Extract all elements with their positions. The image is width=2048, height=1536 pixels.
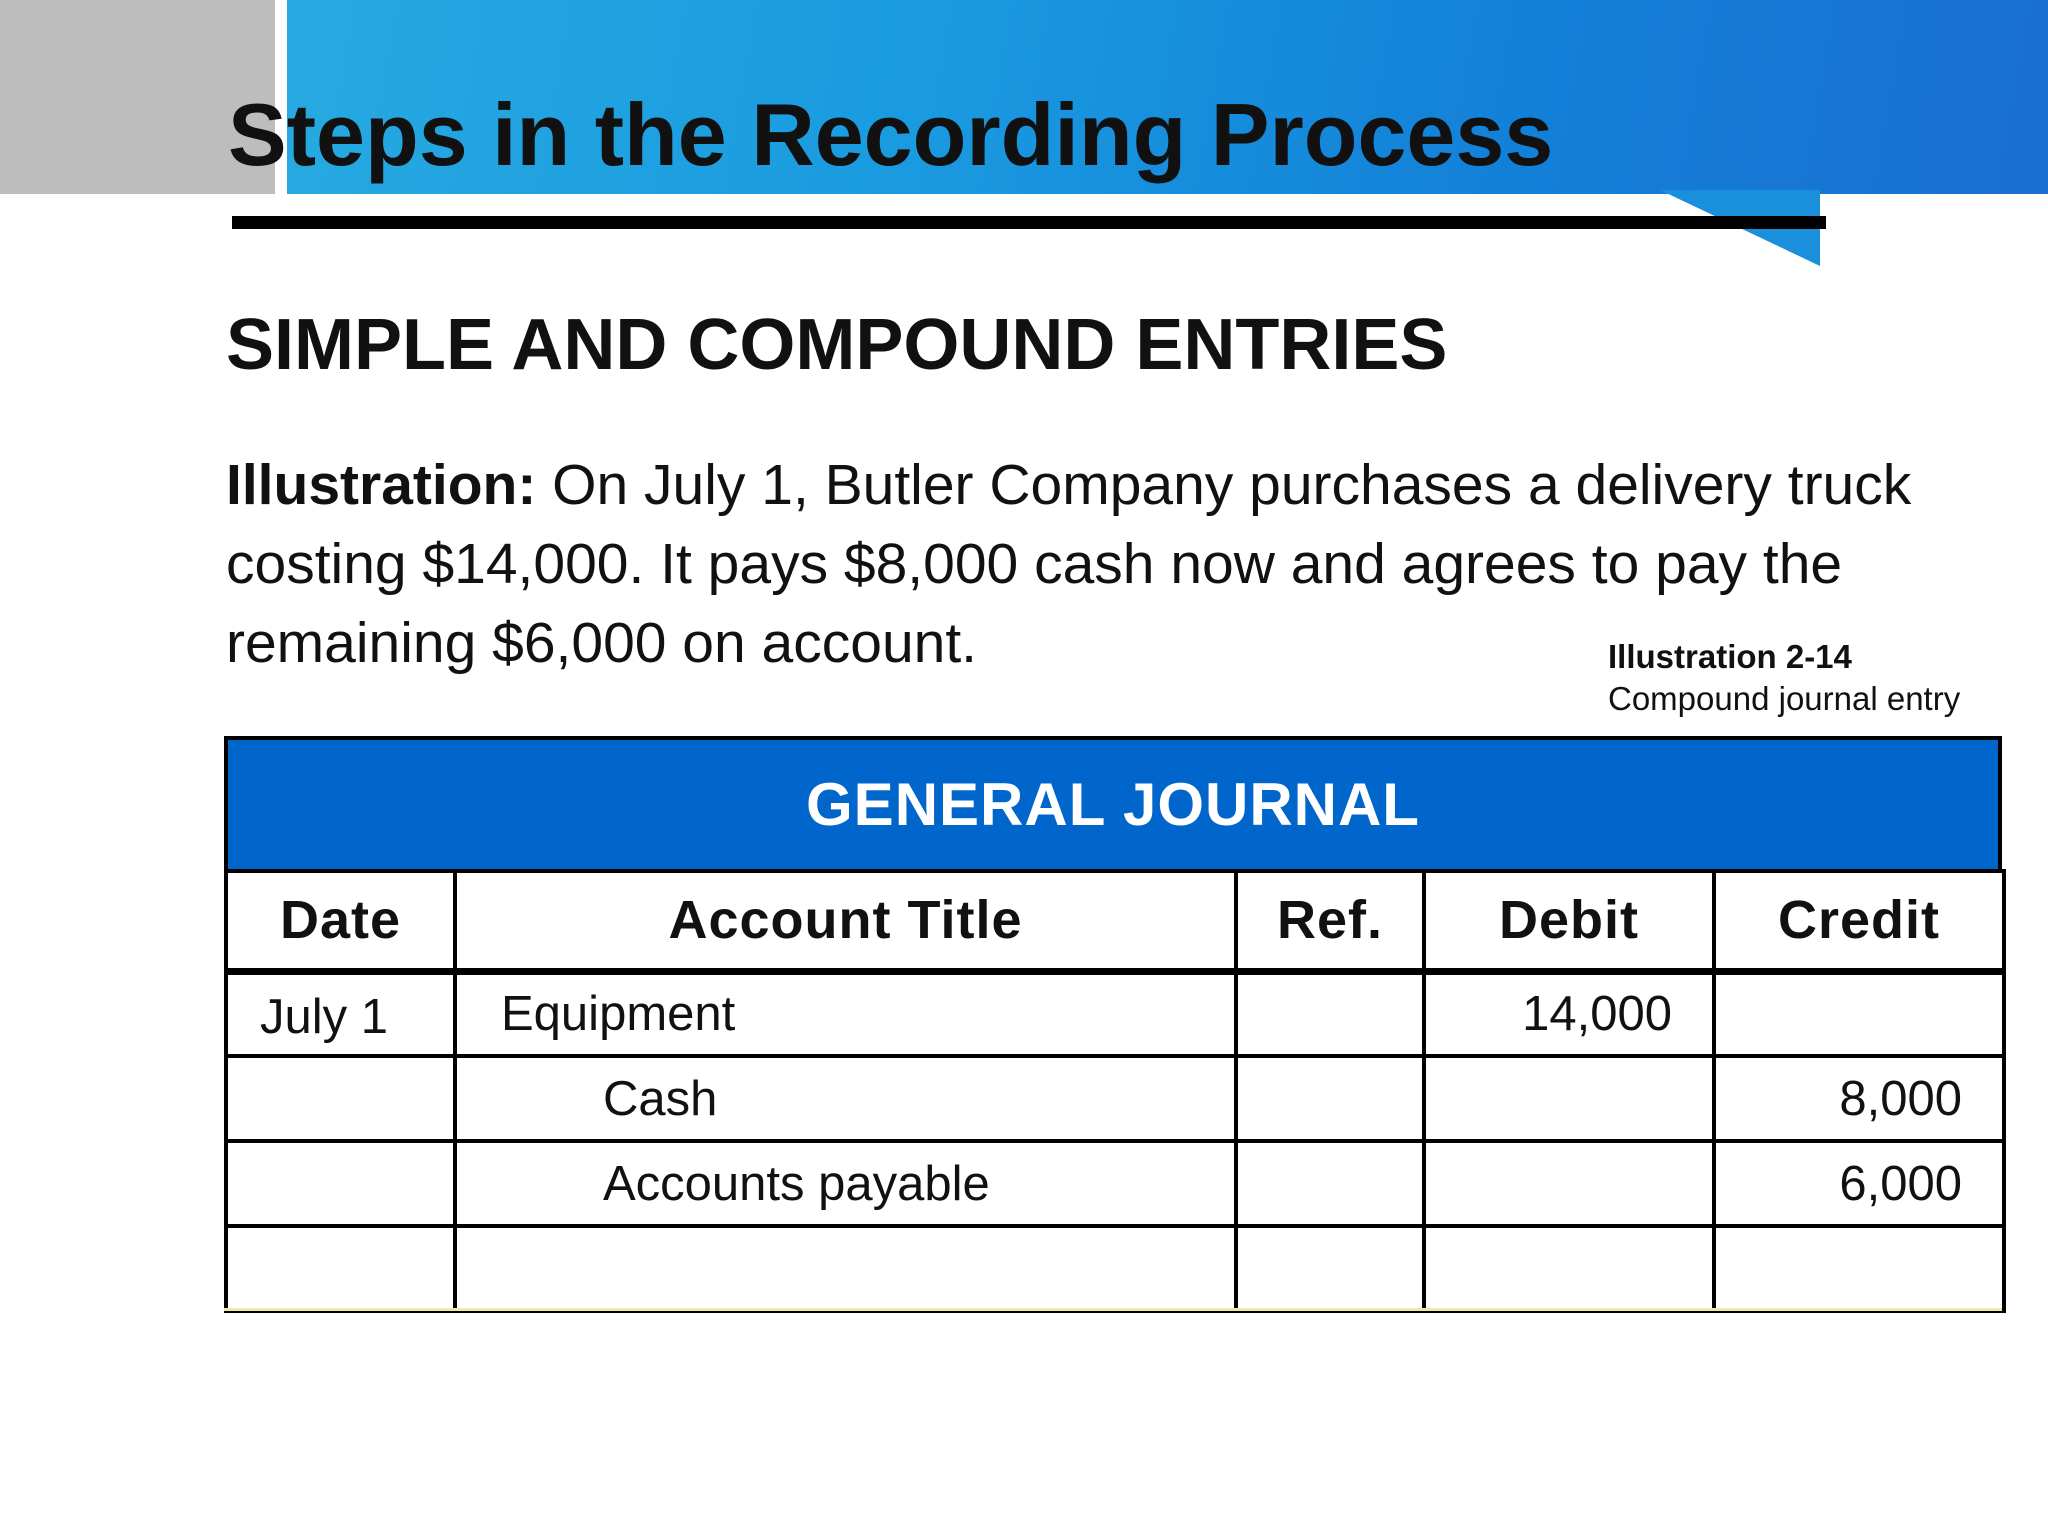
account-cell: Cash [455, 1056, 1236, 1141]
debit-cell [1424, 1056, 1714, 1141]
table-row [226, 1226, 2004, 1311]
credit-cell [1714, 971, 2004, 1056]
account-cell: Accounts payable [455, 1141, 1236, 1226]
date-cell [226, 1226, 455, 1311]
general-journal [224, 736, 2002, 1310]
date-cell: July 1 [226, 971, 455, 1056]
table-row [226, 971, 2004, 1056]
table-bottom-edge [224, 1308, 2002, 1311]
table-row [226, 1056, 2004, 1141]
column-header-date: Date [226, 871, 455, 971]
column-header-account-title: Account Title [455, 871, 1236, 971]
account-cell: Equipment [455, 971, 1236, 1056]
section-heading: SIMPLE AND COMPOUND ENTRIES [226, 305, 1448, 385]
column-header-debit: Debit [1424, 871, 1714, 971]
slide-title: Steps in the Recording Process [228, 85, 1554, 184]
journal-table [224, 869, 2006, 1313]
debit-cell: 14,000 [1424, 971, 1714, 1056]
credit-cell [1714, 1226, 2004, 1311]
journal-header-row [226, 871, 2004, 971]
caption-subtitle: Compound journal entry [1608, 680, 1961, 717]
illustration-body: On July 1, Butler Company purchases a delivery truck costing $14,000. It pays $8,000 cash now and agrees to pay the remaining $6,000 on account. [226, 453, 1912, 675]
illustration-lead: Illustration: [226, 453, 537, 517]
credit-cell: 6,000 [1714, 1141, 2004, 1226]
journal-title: GENERAL JOURNAL [224, 736, 2002, 873]
caption-title: Illustration 2-14 [1608, 638, 1852, 675]
debit-cell [1424, 1226, 1714, 1311]
column-header-ref: Ref. [1236, 871, 1424, 971]
credit-cell: 8,000 [1714, 1056, 2004, 1141]
ref-cell [1236, 1226, 1424, 1311]
account-cell [455, 1226, 1236, 1311]
illustration-caption [1608, 636, 1960, 720]
debit-cell [1424, 1141, 1714, 1226]
column-header-credit: Credit [1714, 871, 2004, 971]
ref-cell [1236, 971, 1424, 1056]
title-underline-rule [232, 216, 1826, 229]
ref-cell [1236, 1056, 1424, 1141]
date-cell [226, 1141, 455, 1226]
ref-cell [1236, 1141, 1424, 1226]
table-row [226, 1141, 2004, 1226]
date-cell [226, 1056, 455, 1141]
